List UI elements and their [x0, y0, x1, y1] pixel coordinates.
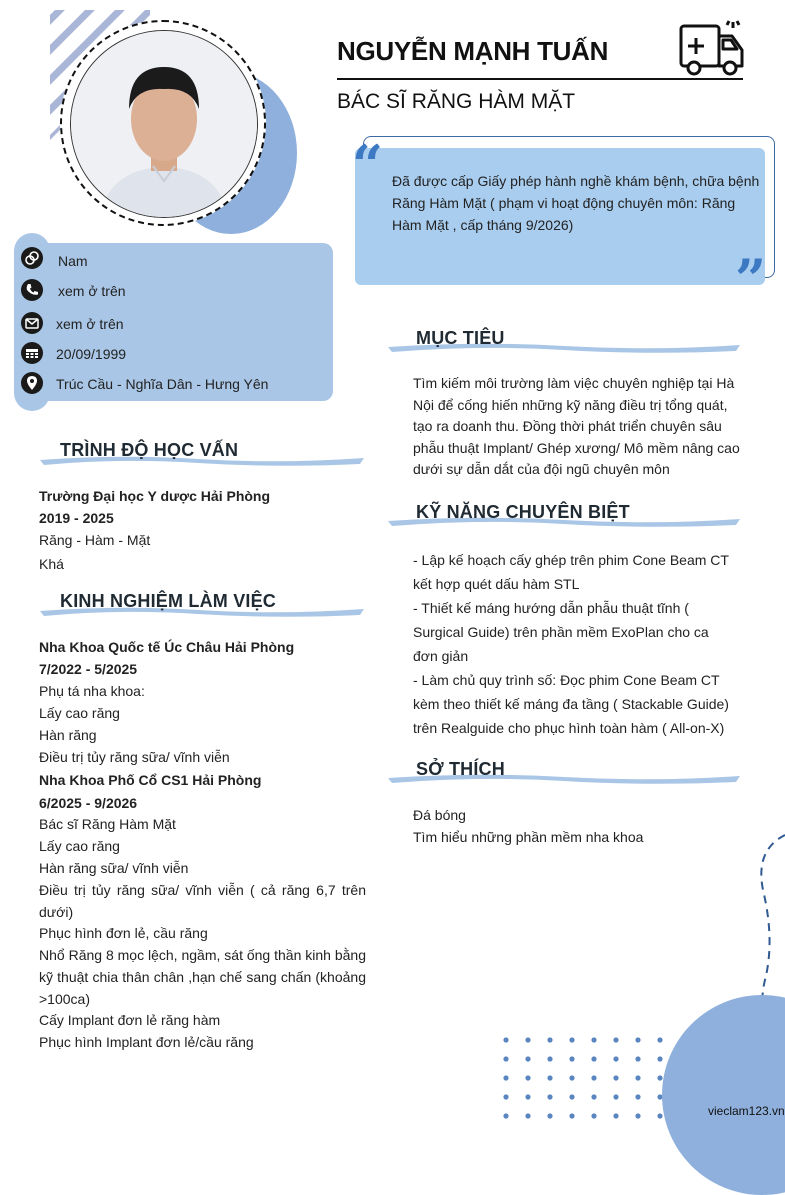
decor-dot [569, 1075, 574, 1080]
ambulance-icon [678, 16, 746, 80]
decor-dot [569, 1056, 574, 1061]
education-school: Trường Đại học Y dược Hải Phòng [39, 488, 271, 504]
job-line: Phụ tá nha khoa: [39, 683, 145, 699]
decor-dot [613, 1075, 618, 1080]
education-major: Răng - Hàm - Mặt [39, 532, 151, 548]
decor-dot [657, 1056, 662, 1061]
phone-icon [21, 279, 43, 301]
job-line: Điều trị tủy răng sữa/ vĩnh viễn [39, 749, 230, 765]
job-line: Hàn răng sữa/ vĩnh viễn [39, 860, 189, 876]
skills-heading: KỸ NĂNG CHUYÊN BIỆT [416, 502, 630, 522]
decor-dot [591, 1094, 596, 1099]
decor-dot [635, 1056, 640, 1061]
education-grade: Khá [39, 556, 64, 572]
job-line: Bác sĩ Răng Hàm Mặt [39, 816, 176, 832]
contact-email: xem ở trên [56, 316, 124, 332]
decor-dot [613, 1037, 618, 1042]
footer-site: vieclam123.vn [708, 1104, 785, 1118]
job-period: 7/2022 - 5/2025 [39, 661, 138, 677]
decor-dot [525, 1094, 530, 1099]
skill-item: - Lập kế hoạch cấy ghép trên phim Cone Beam CT kết hợp quét dấu hàm STL [413, 552, 729, 592]
decor-dot [591, 1056, 596, 1061]
objective-text: Tìm kiếm môi trường làm việc chuyên nghiệp tại Hà Nội để cống hiến những kỹ năng điều trị tổng quát, tạo ra doanh thu. Đồng thời phát triển chuyên sâu phẫu thuật Implant/ Ghép xương/ Mô mềm nâng cao dưới sự dẫn dắt của đội ngũ chuyên môn [413, 375, 740, 477]
hobby-item: Đá bóng [413, 807, 466, 823]
decor-dot [503, 1037, 508, 1042]
hobbies-heading: SỞ THÍCH [416, 759, 505, 779]
decor-dot [503, 1075, 508, 1080]
decor-dot [525, 1113, 530, 1118]
job-period: 6/2025 - 9/2026 [39, 795, 138, 811]
decor-dot [635, 1037, 640, 1042]
decor-dot [569, 1037, 574, 1042]
job-company: Nha Khoa Quốc tế Úc Châu Hải Phòng [39, 639, 295, 655]
decor-dot [657, 1037, 662, 1042]
decor-dot [657, 1113, 662, 1118]
decor-bottom-circle [662, 995, 785, 1195]
decor-dot [591, 1075, 596, 1080]
decor-dot [525, 1056, 530, 1061]
decor-dot [547, 1056, 552, 1061]
hobby-item: Tìm hiểu những phần mềm nha khoa [413, 829, 644, 845]
decor-dot [525, 1037, 530, 1042]
decor-dots [498, 1032, 678, 1125]
job-line: Phục hình Implant đơn lẻ/cầu răng [39, 1034, 254, 1050]
contact-gender: Nam [58, 253, 88, 269]
job-line: Điều trị tủy răng sữa/ vĩnh viễn ( cả răng 6,7 trên dưới) [39, 882, 366, 920]
job-line: Phục hình đơn lẻ, cầu răng [39, 925, 208, 941]
candidate-name: NGUYỄN MẠNH TUẤN [337, 36, 609, 66]
decor-dot [547, 1075, 552, 1080]
objective-heading: MỤC TIÊU [416, 328, 505, 348]
decor-dot [547, 1094, 552, 1099]
contact-address: Trúc Cầu - Nghĩa Dân - Hưng Yên [56, 376, 269, 392]
decor-dot [635, 1094, 640, 1099]
decor-dot [503, 1094, 508, 1099]
decor-dot [591, 1037, 596, 1042]
decor-dot [635, 1113, 640, 1118]
gender-icon [21, 247, 43, 269]
decor-dot [635, 1075, 640, 1080]
calendar-icon [21, 342, 43, 364]
decor-dot [569, 1094, 574, 1099]
contact-birthday: 20/09/1999 [56, 346, 127, 362]
job-company: Nha Khoa Phố Cổ CS1 Hải Phòng [39, 772, 262, 788]
quote-close-icon: ” [735, 247, 767, 311]
skill-item: - Thiết kế máng hướng dẫn phẫu thuật tĩnh ( Surgical Guide) trên phần mềm ExoPlan cho ca đơn giản [413, 600, 709, 664]
decor-dot [591, 1113, 596, 1118]
decor-dot [503, 1056, 508, 1061]
decor-dot [613, 1094, 618, 1099]
contact-phone: xem ở trên [58, 283, 126, 299]
email-icon [21, 312, 43, 334]
job-title: BÁC SĨ RĂNG HÀM MẶT [337, 90, 576, 113]
license-quote: Đã được cấp Giấy phép hành nghề khám bệnh, chữa bệnh Răng Hàm Mặt ( phạm vi hoạt động chuyên môn: Răng Hàm Mặt , cấp tháng 9/2026) [392, 173, 760, 233]
education-heading: TRÌNH ĐỘ HỌC VẤN [60, 440, 239, 460]
decor-dot [613, 1113, 618, 1118]
job-line: Lấy cao răng [39, 838, 120, 854]
job-line: Nhổ Răng 8 mọc lệch, ngầm, sát ống thần kinh bằng kỹ thuật chia thân chân ,hạn chế sang chấn (khoảng >100ca) [39, 947, 366, 1007]
decor-dot [569, 1113, 574, 1118]
job-line: Cấy Implant đơn lẻ răng hàm [39, 1012, 221, 1028]
decor-dot [503, 1113, 508, 1118]
job-line: Hàn răng [39, 727, 97, 743]
location-icon [21, 372, 43, 394]
skill-item: - Làm chủ quy trình số: Đọc phim Cone Beam CT kèm theo thiết kế máng đa tầng ( Stackable Guide) trên Realguide cho phục hình toàn hàm ( All-on-X) [413, 672, 729, 736]
experience-heading: KINH NGHIỆM LÀM VIỆC [60, 591, 277, 611]
decor-dot [525, 1075, 530, 1080]
quote-open-icon: “ [352, 133, 384, 197]
decor-dot [547, 1037, 552, 1042]
decor-dot [547, 1113, 552, 1118]
decor-dot [657, 1075, 662, 1080]
education-years: 2019 - 2025 [39, 510, 114, 526]
decor-dot [613, 1056, 618, 1061]
job-line: Lấy cao răng [39, 705, 120, 721]
avatar [70, 30, 258, 218]
